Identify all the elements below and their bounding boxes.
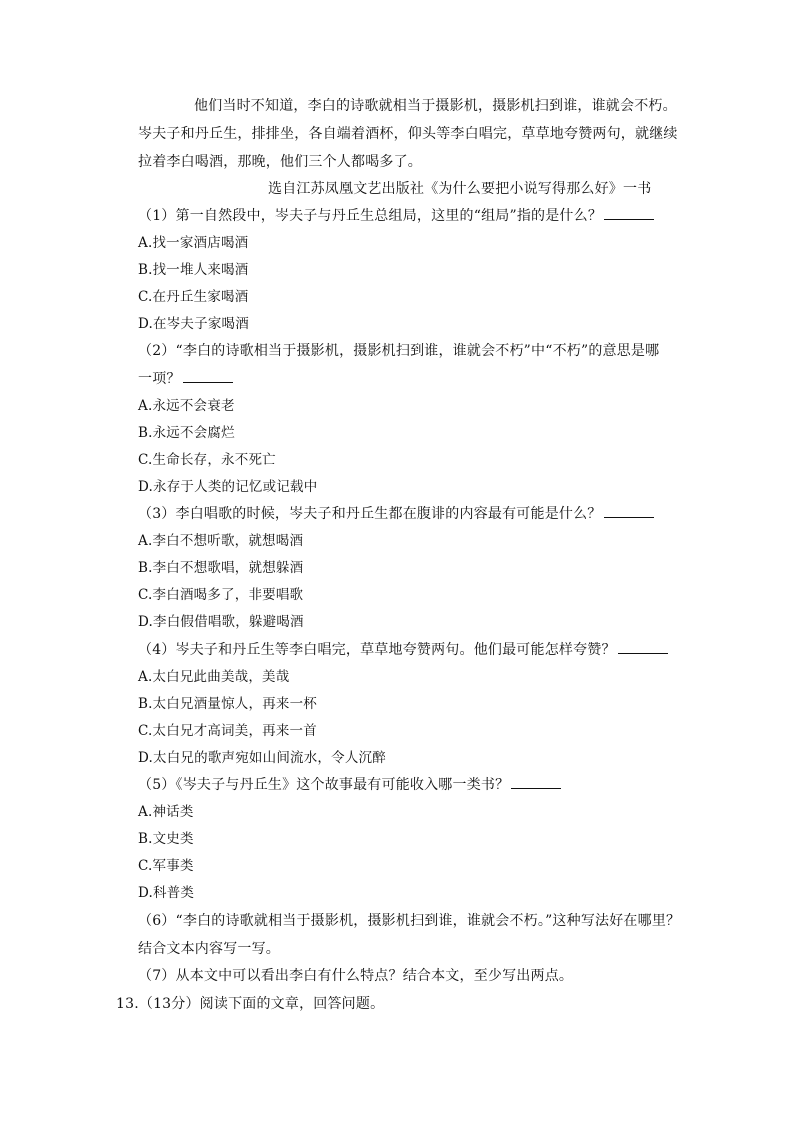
question-5-text: （5）《岑夫子与丹丘生》这个故事最有可能收入哪一类书？ <box>138 777 510 793</box>
q4-option-c: C.太白兄才高词美，再来一首 <box>138 723 317 739</box>
passage-source: 选自江苏凤凰文艺出版社《为什么要把小说写得那么好》一书 <box>268 181 652 197</box>
q4-option-a: A.太白兄此曲美哉，美哉 <box>138 669 290 685</box>
question-5-stem <box>138 776 561 794</box>
q3-option-d: D.李白假借唱歌，躲避喝酒 <box>138 614 304 630</box>
q3-option-a: A.李白不想听歌，就想喝酒 <box>138 533 304 549</box>
q5-option-c: C.军事类 <box>138 858 194 874</box>
question-3-text: （3）李白唱歌的时候，岑夫子和丹丘生都在腹诽的内容最有可能是什么？ <box>138 506 602 522</box>
question-7-stem: （7）从本文中可以看出李白有什么特点？结合本文，至少写出两点。 <box>138 968 574 984</box>
q4-option-d: D.太白兄的歌声宛如山间流水，令人沉醉 <box>138 750 386 766</box>
question-13-header: 13.（13分）阅读下面的文章，回答问题。 <box>116 996 385 1012</box>
question-2-text-cont: 一项？ <box>138 371 181 387</box>
answer-blank-2[interactable] <box>183 370 233 383</box>
question-3-stem <box>138 505 654 523</box>
q1-option-d: D.在岑夫子家喝酒 <box>138 316 249 332</box>
question-6-stem: （6）“李白的诗歌就相当于摄影机，摄影机扫到谁，谁就会不朽。”这种写法好在哪里？ <box>138 913 681 929</box>
question-4-text: （4）岑夫子和丹丘生等李白唱完，草草地夸赞两句。他们最可能怎样夸赞？ <box>138 642 616 658</box>
question-4-stem <box>138 641 668 659</box>
q5-option-d: D.科普类 <box>138 885 195 901</box>
q2-option-b: B.永远不会腐烂 <box>138 425 235 441</box>
q4-option-b: B.太白兄酒量惊人，再来一杯 <box>138 696 318 712</box>
q1-option-b: B.找一堆人来喝酒 <box>138 262 249 278</box>
answer-blank-1[interactable] <box>604 207 654 220</box>
q3-option-c: C.李白酒喝多了，非要唱歌 <box>138 587 304 603</box>
q3-option-b: B.李白不想歌唱，就想躲酒 <box>138 560 304 576</box>
answer-blank-5[interactable] <box>511 776 561 789</box>
q5-option-b: B.文史类 <box>138 831 194 847</box>
passage-line-2: 岑夫子和丹丘生，排排坐，各自端着酒杯，仰头等李白唱完，草草地夸赞两句，就继续 <box>138 126 678 142</box>
question-2-stem: （2）“李白的诗歌相当于摄影机，摄影机扫到谁，谁就会不朽”中“不朽”的意思是哪 <box>138 343 660 359</box>
answer-blank-4[interactable] <box>618 641 668 654</box>
q2-option-c: C.生命长存，永不死亡 <box>138 452 276 468</box>
answer-blank-3[interactable] <box>604 505 654 518</box>
q1-option-a: A.找一家酒店喝酒 <box>138 235 249 251</box>
passage-line-3: 拉着李白喝酒，那晚，他们三个人都喝多了。 <box>138 154 422 170</box>
question-2-stem-cont <box>138 370 233 388</box>
q5-option-a: A.神话类 <box>138 804 194 820</box>
q2-option-d: D.永存于人类的记忆或记载中 <box>138 479 318 495</box>
question-1-stem <box>138 207 654 225</box>
question-1-text: （1）第一自然段中，岑夫子与丹丘生总组局，这里的“组局”指的是什么？ <box>138 208 603 224</box>
question-6-stem-cont: 结合文本内容写一写。 <box>138 941 280 957</box>
passage-line-1: 他们当时不知道，李白的诗歌就相当于摄影机，摄影机扫到谁，谁就会不朽。 <box>194 98 677 114</box>
q1-option-c: C.在丹丘生家喝酒 <box>138 289 249 305</box>
q2-option-a: A.永远不会衰老 <box>138 398 235 414</box>
